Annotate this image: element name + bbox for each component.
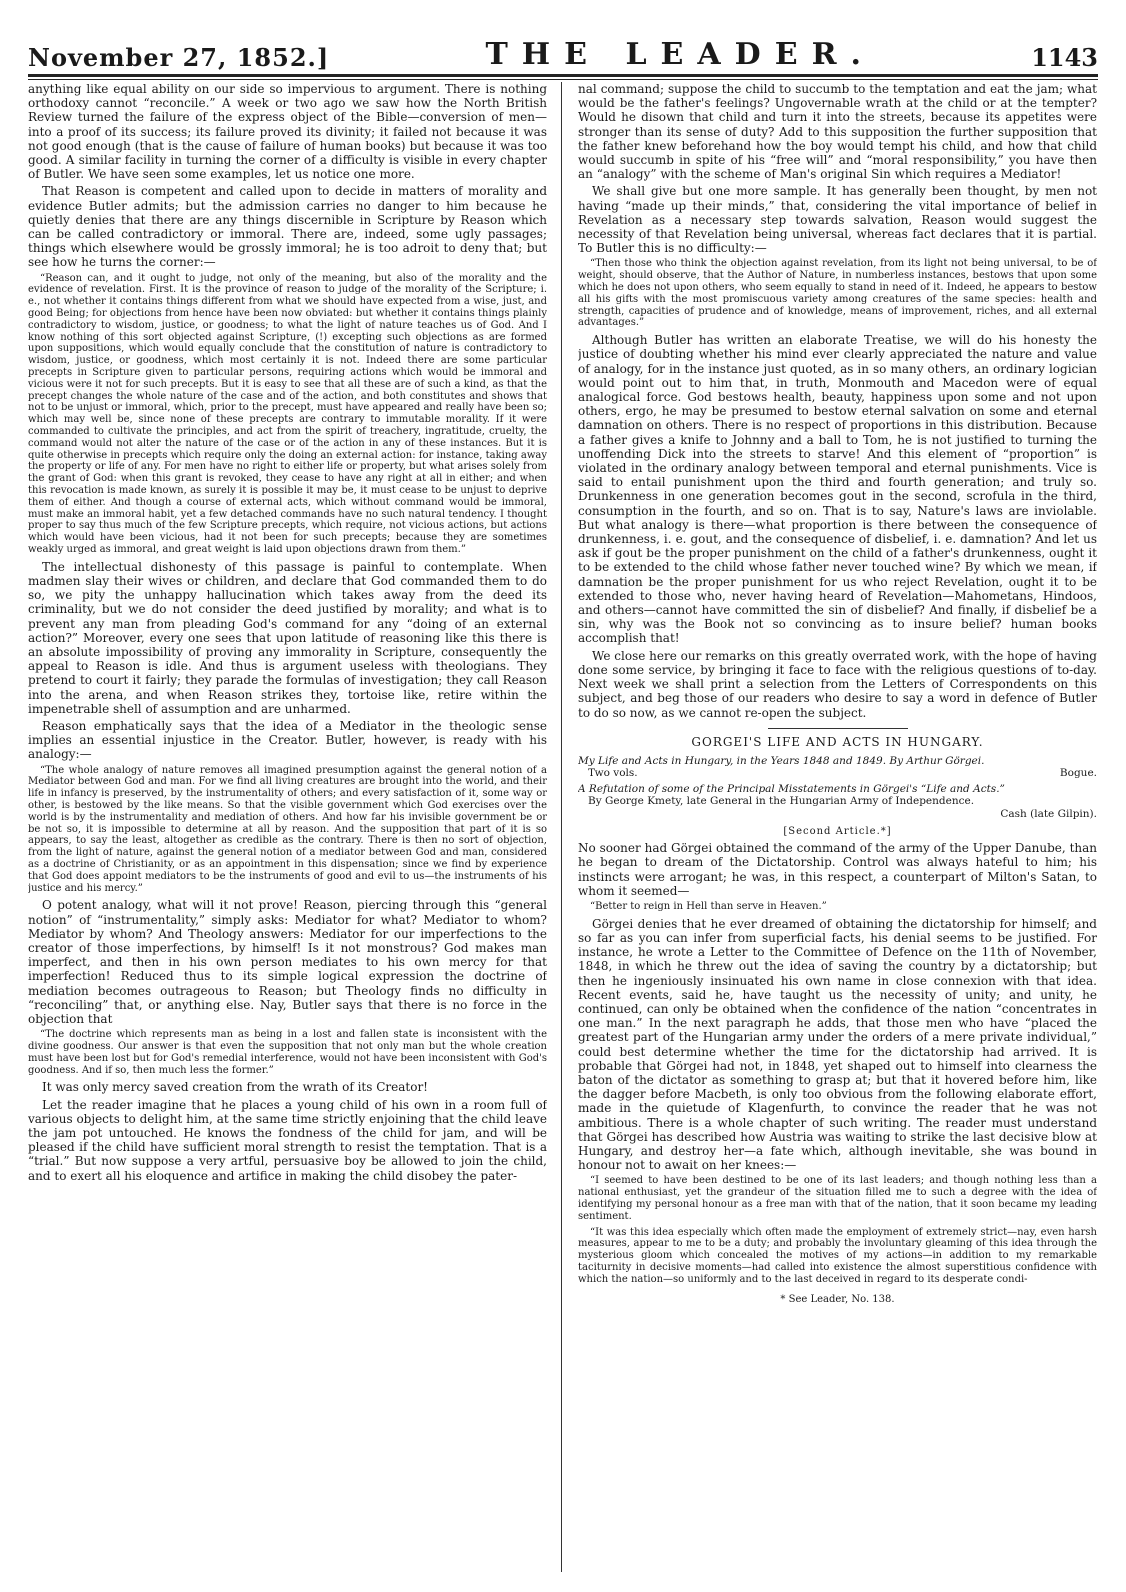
paragraph: No sooner had Görgei obtained the command of the army of the Upper Danube, than he began to dream of the Dictatorship. Control was always hateful to him; his instincts were arrogant; he was, in this respect, a counterpart of Milton's Satan, to whom it seemed— <box>578 841 1097 898</box>
paragraph: We close here our remarks on this greatly overrated work, with the hope of having done some service, by bringing it face to face with the religious questions of to-day. Next week we shall print a selection from the Letters of Correspondents on this subject, and beg those of our readers who desire to say a word in defence of Butler to do so now, as we cannot re-open the subject. <box>578 648 1097 720</box>
reference-2-title: A Refutation of some of the Principal Misstatements in Görgei's “Life and Acts.” <box>578 782 1005 795</box>
column-divider <box>561 82 562 1572</box>
issue-date: November 27, 1852.] <box>28 43 330 72</box>
article-label: [Second Article.*] <box>783 826 892 838</box>
section-rule <box>768 728 908 729</box>
paragraph: Let the reader imagine that he places a young child of his own in a room full of various objects to delight him, at the same time strictly enjoining that the child leave the jam pot untouched. He knows the fondness of the child for jam, and will be pleased if the child have sufficient moral strength to resist the temptation. That is a “trial.” But now suppose a very artful, persuasive boy be allowed to join the child, and to exert all his eloquence and artifice in making the child disobey the pater- <box>28 1097 547 1183</box>
right-column <box>578 82 1097 1572</box>
section-body <box>578 841 1097 1285</box>
paragraph: O potent analogy, what will it not prove! Reason, piercing through this “general notion” of “instrumentality,” simply asks: Mediator for what? Mediator to whom? Mediator by whom? And Theology answers: Mediator for our imperfections to the creator of those imperfections, by himself! Is it not monstrous? God makes man imperfect, and then in his own person mediates to his own mercy for that imperfection! Reduced thus to its simple logical expression the doctrine of mediation becomes outrageous to Reason; but Theology finds no difficulty in “reconciling” that, or anything else. Nay, Butler says that there is no force in the objection that <box>28 898 547 1026</box>
paragraph: Although Butler has written an elaborate Treatise, we will do his honesty the justice of doubting whether his mind ever clearly appreciated the nature and value of analogy, for in the instance just quoted, as in so many others, an ordinary logician would point out to him that, in truth, Monmouth and Macedon were of equal analogical force. God bestows health, beauty, happiness upon some and not upon others, ergo, he may be presumed to bestow eternal salvation on some and eternal damnation on others. There is no respect of proportions in this distribution. Because a father gives a knife to Johnny and a ball to Tom, he is not justified to turning the unoffending Dick into the streets to starve! And this element of “proportion” is violated in the ordinary analogy between temporal and eternal punishments. Vice is said to entail punishment upon the third and fourth generation; and truly so. Drunkenness in one generation becomes gout in the second, scrofula in the third, consumption in the fourth, and so on. That is to say, Nature's laws are inviolable. But what analogy is there—what proportion is there between the consequence of drunkenness, i. e. gout, and the consequence of disbelief, i. e. damnation? And let us ask if gout be the proper punishment on the child of a father's drunkenness, ought it to be extended to the child whose father never touched wine? By which we mean, if damnation be the proper punishment for us who reject Revelation, ought it to be extended to those who, never having heard of Revelation—Mahometans, Hindoos, and others—cannot have committed the sin of disbelief? And finally, if disbelief be a sin, why was the Book not so convincing as to insure belief? human books accomplish that! <box>578 333 1097 646</box>
paragraph: Görgei denies that he ever dreamed of obtaining the dictatorship for himself; and so far as you can infer from superficial facts, his denial seems to be justified. For instance, he wrote a Letter to the Committee of Defence on the 11th of November, 1848, in which he threw out the idea of saving the country by a dictatorship; but then he ingeniously insinuated his own name in close connexion with that idea. Recent events, said he, have taught us the necessity of unity; and unity, he continued, can only be obtained when the confidence of the nation “concentrates in one man.” In the next paragraph he adds, that those men who have “placed the greatest part of the Hungarian army under the orders of a mere private individual,” could best determine whether the time for the dictatorship had arrived. It is probable that Görgei had not, in 1848, yet shaped out to himself into clearness the baton of the dictator as something to grasp at; but that it hovered before him, like the dagger before Macbeth, is only too obvious from the following elaborate effort, made in the quietude of Klagenfurth, to convince the reader that he was not ambitious. There is a whole chapter of such writing. The reader must understand that Görgei has described how Austria was waiting to strike the last decisive blow at Hungary, and destroy her—a fate which, although inevitable, she was bound in honour not to await on her knees:— <box>578 916 1097 1173</box>
quotation: “Better to reign in Hell than serve in Heaven.” <box>590 901 827 913</box>
paragraph: anything like equal ability on our side so impervious to argument. There is nothing orthodoxy cannot “reconcile.” A week or two ago we saw how the North British Review turned the failure of the express object of the Bible—conversion of men—into a proof of its success; its failure proved its divinity; it failed not because it was not good enough (that is the cause of failure of human books) but because it was too good. A similar facility in turning the corner of a difficulty is visible in every chapter of Butler. We have seen some examples, let us notice one more. <box>28 82 547 182</box>
quotation: “The whole analogy of nature removes all imagined presumption against the general notion of a Mediator between God and man. For we find all living creatures are brought into the world, and their life in infancy is preserved, by the instrumentality of others; and every satisfaction of it, some way or other, is bestowed by the like means. So that the visible government which God exercises over the world is by the instrumentality and mediation of others. And how far his invisible government be or be not so, it is impossible to determine at all by reason. And the supposition that part of it is so appears, to say the least, altogether as credible as the contrary. There is then no sort of objection, from the light of nature, against the general notion of a mediator between God and man, considered as a doctrine of Christianity, or as an appointment in this dispensation; since we find by experience that God does appoint mediators to be the instruments of good and evil to us—the instruments of his justice and his mercy.” <box>28 764 547 894</box>
section-title: GORGEI'S LIFE AND ACTS IN HUNGARY. <box>691 734 984 749</box>
paragraph: nal command; suppose the child to succumb to the temptation and eat the jam; what would be the father's feelings? Ungovernable wrath at the child or at the tempter? Would he disown that child and turn it into the streets, because its appetites were stronger than its sense of duty? Add to this supposition the further supposition that the father knew beforehand how the boy would tempt his child, and how that child would succumb in spite of his “free will” and “moral responsibility,” you have then an “analogy” with the scheme of Man's original Sin which requires a Mediator! <box>578 82 1097 182</box>
paragraph: We shall give but one more sample. It has generally been thought, by men not having “made up their minds,” that, considering the vital importance of belief in Revelation as a necessary step towards salvation, Reason would suggest the necessity of that Revelation being universal, whereas fact declares that it is partial. To Butler this is no difficulty:— <box>578 184 1097 256</box>
page-header <box>28 28 1098 72</box>
reference-1-title: My Life and Acts in Hungary, in the Years 1848 and 1849. By Arthur Görgei. <box>578 754 985 767</box>
reference-2-publisher-name: Cash (late Gilpin). <box>1000 807 1097 820</box>
footnote: * See Leader, No. 138. <box>780 1293 895 1305</box>
header-rule-thin <box>28 79 1098 80</box>
left-column <box>28 82 547 1572</box>
reference-2-publisher <box>578 808 1097 821</box>
quotation: “Reason can, and it ought to judge, not only of the meaning, but also of the morality and the evidence of revelation. First. It is the province of reason to judge of the morality of the Scripture; i. e., not whether it contains things different from what we should have expected from a wise, just, and good Being; for objections from hence have been now obviated: but whether it contains things plainly contradictory to wisdom, justice, or goodness; to what the light of nature teaches us of God. And I know nothing of this sort objected against Scripture, (!) excepting such objections as are formed upon suppositions, which would equally conclude that the constitution of nature is contradictory to wisdom, justice, or goodness, which most certainly it is not. Indeed there are some particular precepts in Scripture given to particular persons, requiring actions which would be immoral and vicious were it not for such precepts. But it is easy to see that all these are of such a kind, as that the precept changes the whole nature of the case and of the action, and both constitutes and shows that not to be unjust or immoral, which, prior to the precept, must have appeared and really have been so; which may well be, since none of these precepts are contrary to immutable morality. If it were commanded to cultivate the principles, and act from the spirit of treachery, ingratitude, cruelty, the command would not alter the nature of the case or of the action in any of these instances. But it is quite otherwise in precepts which require only the doing an external action: for instance, taking away the property or life of any. For men have no right to either life or property, but what arises solely from the grant of God: when this grant is revoked, they cease to have any right at all in either; and when this revocation is made known, as surely it is possible it may be, it must cease to be unjust to deprive them of either. And though a course of external acts, which without command would be immoral, must make an immoral habit, yet a few detached commands have no such natural tendency. I thought proper to say thus much of the few Scripture precepts, which require, not vicious actions, but actions which would have been vicious, had it not been for such precepts; because they are sometimes weakly urged as immoral, and great weight is laid upon objections drawn from them.” <box>28 272 547 555</box>
header-rule-thick <box>28 74 1098 77</box>
reference-2-author: By George Kmety, late General in the Hungarian Army of Independence. <box>588 795 975 808</box>
quotation: “It was this idea especially which often made the employment of extremely strict—nay, even harsh measures, appear to me to be a duty; and probably the involuntary gleaming of this idea through the mysterious gloom which concealed the motives of my actions—in addition to my remarkable taciturnity in decisive moments—had called into existence the almost superstitious confidence with which the nation—so uniformly and to the last deceived in regard to its desperate condi- <box>578 1226 1097 1285</box>
quotation: “I seemed to have been destined to be one of its last leaders; and though nothing less than a national enthusiast, yet the grandeur of the situation filled me to such a degree with the idea of identifying my personal honour as a free man with that of the nation, that it soon became my leading sentiment. <box>578 1175 1097 1222</box>
quotation: “Then those who think the objection against revelation, from its light not being universal, to be of weight, should observe, that the Author of Nature, in numberless instances, bestows that upon some which he does not upon others, who seem equally to stand in need of it. Indeed, he appears to bestow all his gifts with the most promiscuous variety among creatures of the same species: health and strength, capacities of prudence and of knowledge, means of improvement, riches, and all external advantages.” <box>578 258 1097 329</box>
reference-1-publisher <box>578 767 1097 780</box>
quotation: “The doctrine which represents man as being in a lost and fallen state is inconsistent with the divine goodness. Our answer is that even the supposition that not only man but the whole creation must have been lost but for God's remedial interference, would not have been inconsistent with God's goodness. And if so, then much less the former.” <box>28 1029 547 1076</box>
reference-1-volumes: Two vols. <box>588 767 638 780</box>
right-column-article <box>578 82 1097 720</box>
paragraph: The intellectual dishonesty of this passage is painful to contemplate. When madmen slay their wives or children, and declare that God commanded them to do so, we pity the unhappy hallucination which takes away from the deed its criminality, but we do not consider the deed justified by morality; and what is to prevent any man from pleading God's command for any “doing of an external action?” Moreover, every one sees that upon latitude of reasoning like this there is an absolute impossibility of proving any immorality in Scripture, consequently the appeal to Reason is idle. And thus is argument useless with theologians. They pretend to court it fairly; they parade the formulas of investigation; they call Reason into the arena, and when Reason strikes they, tortoise like, retire within the impenetrable shell of assumption and are unharmed. <box>28 559 547 716</box>
masthead-title: THE LEADER. <box>485 37 875 72</box>
paragraph: Reason emphatically says that the idea of a Mediator in the theologic sense implies an essential injustice in the Creator. Butler, however, is ready with his analogy:— <box>28 719 547 762</box>
paragraph: It was only mercy saved creation from the wrath of its Creator! <box>42 1080 429 1095</box>
reference-1-publisher-name: Bogue. <box>1059 767 1097 780</box>
page-number: 1143 <box>1031 43 1098 72</box>
paragraph: That Reason is competent and called upon to decide in matters of morality and evidence Butler admits; but the admission carries no danger to him because he quietly denies that there are any things discernible in Scripture by Reason which can be called contradictory or immoral. There are, indeed, some ugly passages; things which elsewhere would be grossly immoral; he is too adroit to deny that; but see how he turns the corner:— <box>28 184 547 270</box>
